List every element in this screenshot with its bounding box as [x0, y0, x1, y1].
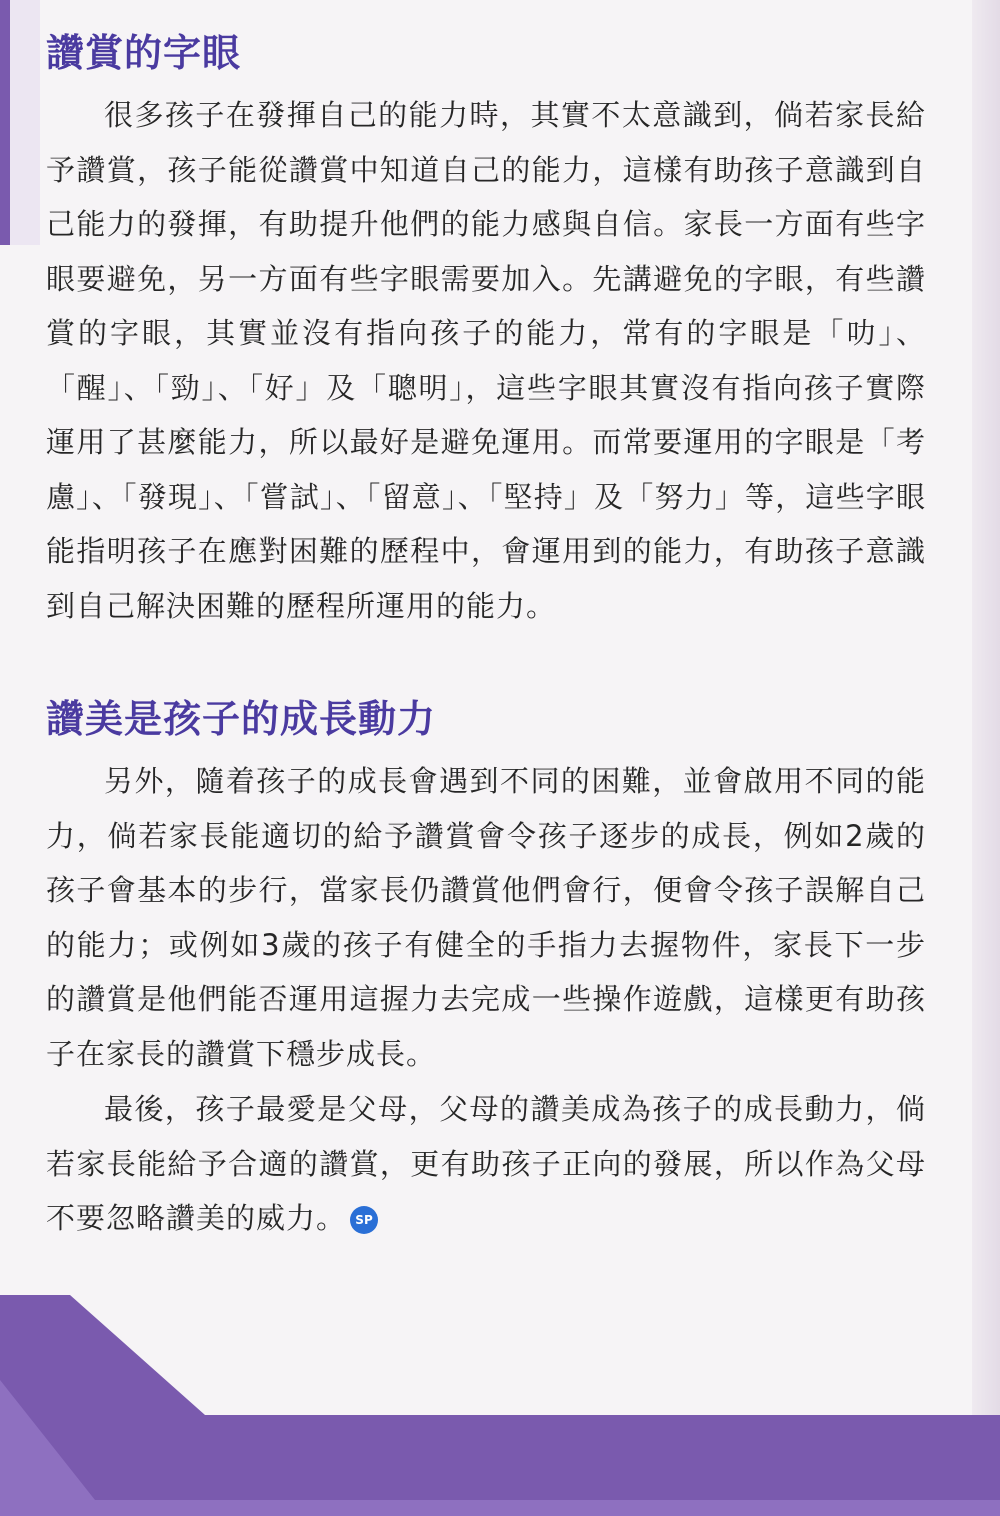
sp-end-mark-logo: SP [350, 1206, 378, 1234]
left-light-strip [10, 0, 40, 245]
bottom-decorative-band [0, 1295, 1000, 1516]
page-right-edge [972, 0, 1000, 1516]
section2-paragraph-2 [46, 1082, 926, 1246]
section2-paragraph-1: 另外，隨着孩子的成長會遇到不同的困難，並會啟用不同的能力，倘若家長能適切的給予讚賞會令孩子逐步的成長，例如2歲的孩子會基本的步行，當家長仍讚賞他們會行，便會令孩子誤解自己的能力；或例如3歲的孩子有健全的手指力去握物件，家長下一步的讚賞是他們能否運用這握力去完成一些操作遊戲，這樣更有助孩子在家長的讚賞下穩步成長。 [46, 764, 926, 1071]
bottom-band-shape [0, 1295, 1000, 1516]
section-heading-praise-motivation: 讚美是孩子的成長動力 [46, 697, 437, 741]
section-heading-praise-words: 讚賞的字眼 [46, 31, 242, 75]
left-purple-strip [0, 0, 10, 245]
section1-paragraph: 很多孩子在發揮自己的能力時，其實不太意識到，倘若家長給予讚賞，孩子能從讚賞中知道自己的能力，這樣有助孩子意識到自己能力的發揮，有助提升他們的能力感與自信。家長一方面有些字眼要避免，另一方面有些字眼需要加入。先講避免的字眼，有些讚賞的字眼，其實並沒有指向孩子的能力，常有的字眼是「叻」、「醒」、「勁」、「好」及「聰明」，這些字眼其實沒有指向孩子實際運用了甚麼能力，所以最好是避免運用。而常要運用的字眼是「考慮」、「發現」、「嘗試」、「留意」、「堅持」及「努力」等，這些字眼能指明孩子在應對困難的歷程中，會運用到的能力，有助孩子意識到自己解決困難的歷程所運用的能力。 [46, 98, 926, 623]
section2-paragraph-2-text: 最後，孩子最愛是父母，父母的讚美成為孩子的成長動力，倘若家長能給予合適的讚賞，更有助孩子正向的發展，所以作為父母不要忽略讚美的威力。 [46, 1092, 926, 1235]
